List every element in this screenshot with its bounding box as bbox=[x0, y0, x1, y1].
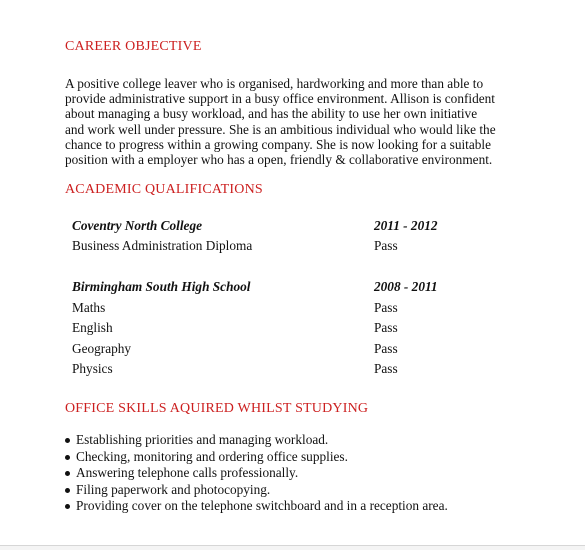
objective-line: A positive college leaver who is organised, hardworking and more than able to bbox=[65, 76, 484, 91]
skill-text: Answering telephone calls professionally. bbox=[76, 465, 299, 480]
skill-text: Checking, monitoring and ordering office supplies. bbox=[76, 448, 348, 464]
office-skills-heading: OFFICE SKILLS AQUIRED WHILST STUDYING bbox=[65, 401, 369, 416]
subject-result: Pass bbox=[374, 361, 398, 376]
bullet-icon bbox=[65, 438, 70, 443]
institution-years: 2008 - 2011 bbox=[374, 279, 438, 294]
qualification-row bbox=[72, 237, 492, 255]
skill-text: Filing paperwork and photocopying. bbox=[76, 481, 271, 497]
list-item bbox=[65, 498, 448, 515]
institution-row bbox=[72, 217, 492, 235]
objective-line: chance to progress within a growing company. She is now looking for a suitable bbox=[65, 136, 492, 152]
skill-text: Establishing priorities and managing workload. bbox=[76, 432, 329, 447]
institution-years: 2011 - 2012 bbox=[374, 218, 438, 233]
subject-name: Physics bbox=[72, 361, 113, 376]
list-item bbox=[65, 465, 448, 482]
career-objective-heading: CAREER OBJECTIVE bbox=[65, 39, 202, 54]
list-item bbox=[65, 432, 448, 449]
qualification-row bbox=[72, 299, 492, 317]
academic-qualifications-heading: ACADEMIC QUALIFICATIONS bbox=[65, 182, 263, 197]
subject-name: English bbox=[72, 320, 113, 335]
institution-name: Birmingham South High School bbox=[72, 279, 251, 294]
subject-name: Business Administration Diploma bbox=[72, 238, 253, 253]
list-item bbox=[65, 449, 448, 466]
institution-name: Coventry North College bbox=[72, 218, 203, 233]
institution-row bbox=[72, 278, 492, 296]
subject-result: Pass bbox=[374, 341, 398, 356]
qualification-row bbox=[72, 340, 492, 358]
office-skills-list bbox=[65, 432, 448, 515]
objective-line: about managing a busy workload, and has the ability to use her own initiative bbox=[65, 106, 478, 122]
bullet-icon bbox=[65, 504, 70, 509]
subject-result: Pass bbox=[374, 300, 398, 315]
objective-line: and work well under pressure. She is an ambitious individual who would like the bbox=[65, 121, 496, 137]
list-item bbox=[65, 482, 448, 499]
objective-line: position with a employer who has a open, friendly & collaborative environment. bbox=[65, 152, 493, 168]
subject-result: Pass bbox=[374, 320, 398, 335]
skill-text: Providing cover on the telephone switchboard and in a reception area. bbox=[76, 498, 448, 513]
bullet-icon bbox=[65, 488, 70, 493]
career-objective-paragraph bbox=[65, 76, 535, 167]
subject-result: Pass bbox=[374, 238, 398, 253]
bullet-icon bbox=[65, 455, 70, 460]
subject-name: Maths bbox=[72, 300, 106, 315]
qualification-row bbox=[72, 360, 492, 378]
objective-line: provide administrative support in a busy office environment. Allison is confident bbox=[65, 91, 495, 107]
qualification-row bbox=[72, 319, 492, 337]
subject-name: Geography bbox=[72, 341, 132, 356]
bullet-icon bbox=[65, 471, 70, 476]
